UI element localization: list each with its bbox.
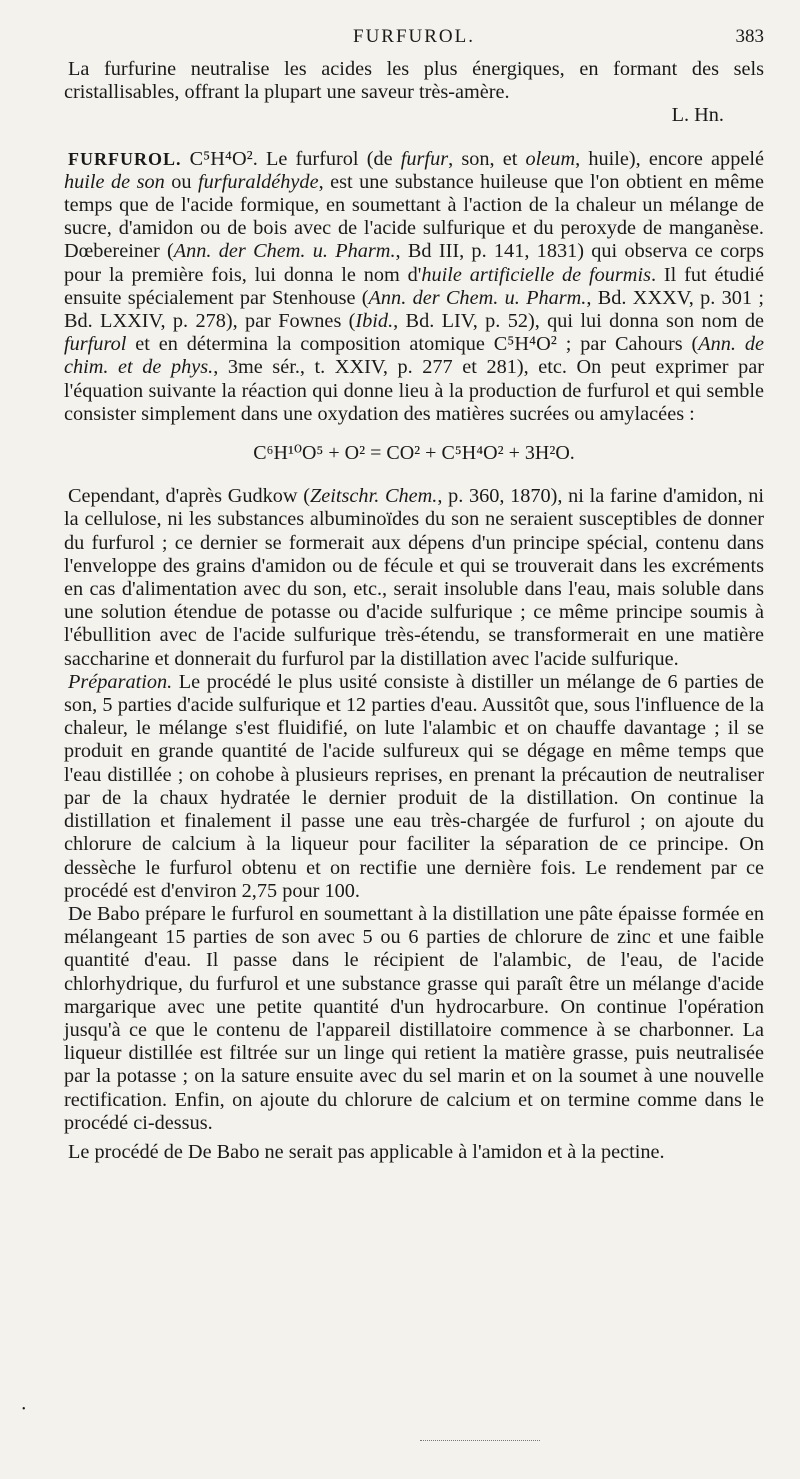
italic-run: huile artificielle de fourmis <box>421 263 651 286</box>
text-run: et en détermina la composition atomique C⁵H⁴O² ; par Cahours ( <box>126 333 699 356</box>
article-formula: C⁵H⁴O². <box>189 147 258 170</box>
page-body <box>64 58 764 1164</box>
text-run: ou <box>164 170 199 193</box>
italic-run: Ann. de chim. et de phys. <box>64 333 764 379</box>
italic-run: furfuraldéhyde <box>198 170 319 193</box>
italic-run: Ann. der Chem. u. Pharm. <box>173 240 396 263</box>
text-run: Cependant, d'après Gudkow ( <box>68 485 310 508</box>
italic-run: Ann. der Chem. u. Pharm. <box>368 286 587 309</box>
text-run: Le procédé le plus usité consiste à distiller un mélange de 6 parties de son, 5 parties d'acide sulfurique et 12 parties d'eau. Aussitôt que, sous l'influence de la chaleur, le mélange s'est fluidifié, on lute l'alambic et on chauffe davantage ; il se produit en grande quantité de l'acide sulfureux qui se dégage en même temps que l'eau distillée ; on cohobe à plusieurs reprises, en prenant la précaution de neutraliser par de la chaux hydratée le dernier produit de la distillation. On continue la distillation et finalement il passe une eau très-chargée de furfurol ; on ajoute du chlorure de calcium à la liqueur pour faciliter la séparation de ce principe. On dessèche le furfurol obtenu et on rectifie une dernière fois. Le rendement par ce procédé est d'environ 2,75 pour 100. <box>64 670 764 902</box>
de-babo-paragraph: De Babo prépare le furfurol en soumettant à la distillation une pâte épaisse formée en mélangeant 15 parties de son avec 5 ou 6 parties de chlorure de zinc et une faible quantité d'eau. Il passe dans le récipient de l'alambic, de l'eau, de l'acide chlorhydrique, du furfurol et une substance grasse qui paraît être un mélange d'acide margarique avec une petite quantité d'un hydrocarbure. On continue l'opération jusqu'à ce que le contenu de l'appareil distillatoire commence à se charbonner. La liqueur distillée est filtrée sur un linge qui retient la matière grasse, puis neutralisée par la potasse ; on la sature ensuite avec du sel marin et on la soumet à une nouvelle rectification. Enfin, on ajoute du chlorure de calcium et on termine comme dans le procédé ci-dessus. <box>64 902 764 1134</box>
chemical-equation: C⁶H¹⁰O⁵ + O² = CO² + C⁵H⁴O² + 3H²O. <box>253 442 575 465</box>
page-header <box>64 26 764 50</box>
text-run: , Bd. XXXV, p. 301 ; Bd. LXXIV, p. 278), par Fownes ( <box>64 286 765 333</box>
text-run: , Bd III, p. 141, 1831) qui observa ce corps pour la première fois, lui donna le nom d' <box>64 240 765 286</box>
article-intro-paragraph <box>64 148 764 426</box>
text-run: , huile), encore appelé <box>575 147 764 170</box>
closing-paragraph: Le procédé de De Babo ne serait pas applicable à l'amidon et à la pectine. <box>68 1140 665 1163</box>
italic-run: furfurol <box>64 333 127 356</box>
page-number: 383 <box>735 26 764 47</box>
text-run: Le furfurol (de <box>265 147 401 170</box>
italic-run: Ibid. <box>355 310 394 333</box>
prev-article-paragraph <box>64 58 764 128</box>
text-run: , Bd. LIV, p. 52), qui lui donna son nom de <box>393 310 764 333</box>
article-heading: FURFUROL. <box>68 148 182 169</box>
italic-run: furfur <box>400 147 449 170</box>
author-signature: L. Hn. <box>671 104 724 127</box>
preparation-label: Préparation. <box>68 670 173 693</box>
margin-mark: • <box>22 1404 26 1415</box>
text-run: . Il fut étudié ensuite spécialement par Stenhouse ( <box>64 263 764 309</box>
italic-run: oleum <box>525 147 576 170</box>
italic-run: huile de son <box>64 170 165 193</box>
gudkow-paragraph <box>64 485 764 671</box>
text-run: , 3me sér., t. XXIV, p. 277 et 281), etc. On peut exprimer par l'équation suivante la réaction qui donne lieu à la production de furfurol et qui semble consister simplement dans une oxydation des matières sucrées ou amylacées : <box>64 356 765 425</box>
footer-dotted-rule <box>420 1440 540 1441</box>
preparation-paragraph <box>64 671 764 903</box>
text-run: , p. 360, 1870), ni la farine d'amidon, ni la cellulose, ni les substances albuminoïdes du son ne seraient susceptibles de donner du furfurol ; ce dernier se formerait aux dépens d'un principe spécial, contenu dans l'enveloppe des grains d'amidon ou de fécule et qui se trouverait dans les excréments en cas d'alimentation avec du son, etc., serait insoluble dans l'eau, mais soluble dans une solution étendue de potasse ou d'acide sulfurique ; ce même principe soumis à l'ébullition avec de l'acide sulfurique très-étendu, se transformerait en une matière saccharine et donnerait du furfurol par la distillation avec l'acide sulfurique. <box>64 485 764 670</box>
prev-article-text: La furfurine neutralise les acides les plus énergiques, en formant des sels cristallisables, offrant la plupart une saveur très-amère. <box>64 58 764 104</box>
running-title: FURFUROL. <box>353 26 475 47</box>
text-run: , est une substance huileuse que l'on obtient en même temps que de l'acide formique, en soumettant à l'action de la chaleur un mélange de sucre, d'amidon ou de bois avec de l'acide sulfurique et du peroxyde de manganèse. Dœbereiner ( <box>64 170 764 263</box>
italic-run: Zeitschr. Chem. <box>309 485 438 508</box>
text-run: , son, et <box>448 147 526 170</box>
